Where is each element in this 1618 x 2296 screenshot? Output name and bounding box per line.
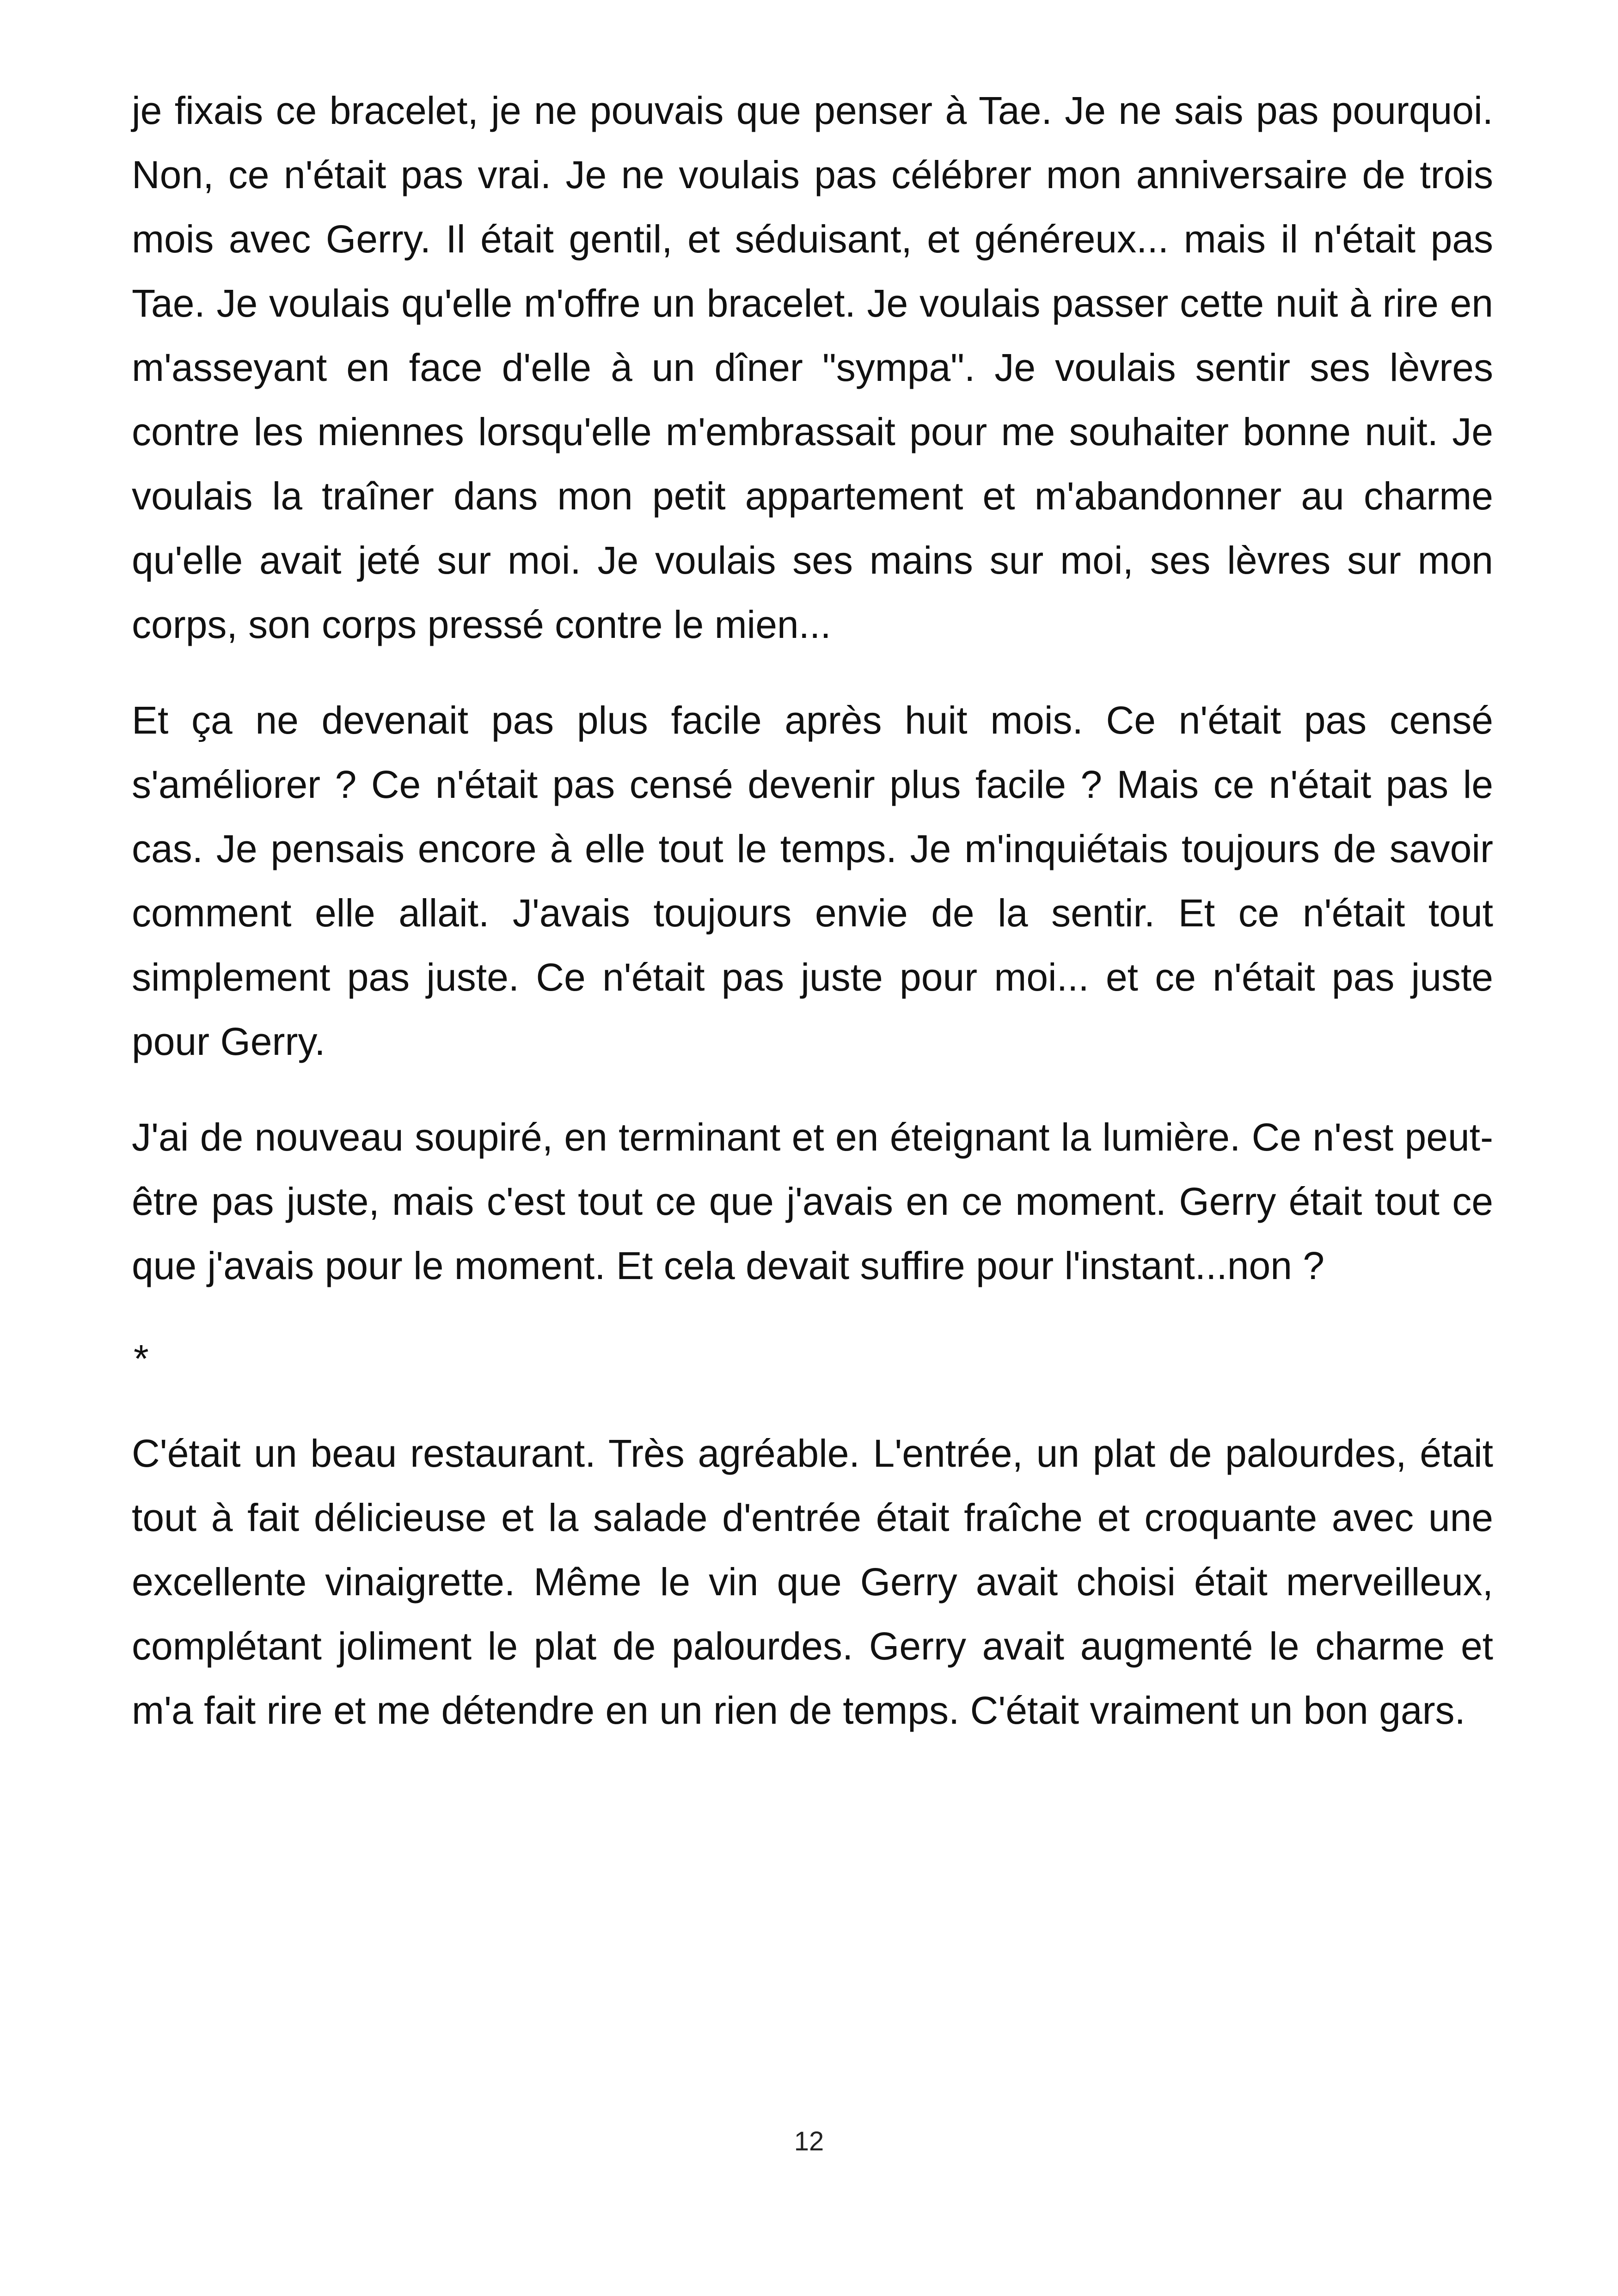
paragraph-2: Et ça ne devenait pas plus facile après huit mois. Ce n'était pas censé s'améliorer ? Ce n'était pas censé devenir plus facile ? Mais ce n'était pas le cas. Je pensais encore à elle tout le temps. Je m'inquiétais toujours de savoir comment elle allait. J'avais toujours envie de la sentir. Et ce n'était tout simplement pas juste. Ce n'était pas juste pour moi... et ce n'était pas juste pour Gerry.	[132, 698, 1493, 1063]
paragraph-4: C'était un beau restaurant. Très agréable. L'entrée, un plat de palourdes, était tout à fait délicieuse et la salade d'entrée était fraîche et croquante avec une excellente vinaigrette. Même le vin que Gerry avait choisi était merveilleux, complétant joliment le plat de palourdes. Gerry avait augmenté le charme et m'a fait rire et me détendre en un rien de temps. C'était vraiment un bon gars.	[132, 1432, 1493, 1732]
page-number: 12	[794, 2126, 824, 2156]
page-body	[132, 79, 1493, 1743]
paragraph-1: je fixais ce bracelet, je ne pouvais que penser à Tae. Je ne sais pas pourquoi. Non, ce n'était pas vrai. Je ne voulais pas célébrer mon anniversaire de trois mois avec Gerry. Il était gentil, et séduisant, et généreux... mais il n'était pas Tae. Je voulais qu'elle m'offre un bracelet. Je voulais passer cette nuit à rire en m'asseyant en face d'elle à un dîner "sympa". Je voulais sentir ses lèvres contre les miennes lorsqu'elle m'embrassait pour me souhaiter bonne nuit. Je voulais la traîner dans mon petit appartement et m'abandonner au charme qu'elle avait jeté sur moi. Je voulais ses mains sur moi, ses lèvres sur mon corps, son corps pressé contre le mien...	[132, 89, 1493, 646]
paragraph-3: J'ai de nouveau soupiré, en terminant et en éteignant la lumière. Ce n'est peut-être pas juste, mais c'est tout ce que j'avais en ce moment. Gerry était tout ce que j'avais pour le moment. Et cela devait suffire pour l'instant...non ?	[132, 1115, 1493, 1287]
scene-break-separator: *	[134, 1337, 149, 1380]
